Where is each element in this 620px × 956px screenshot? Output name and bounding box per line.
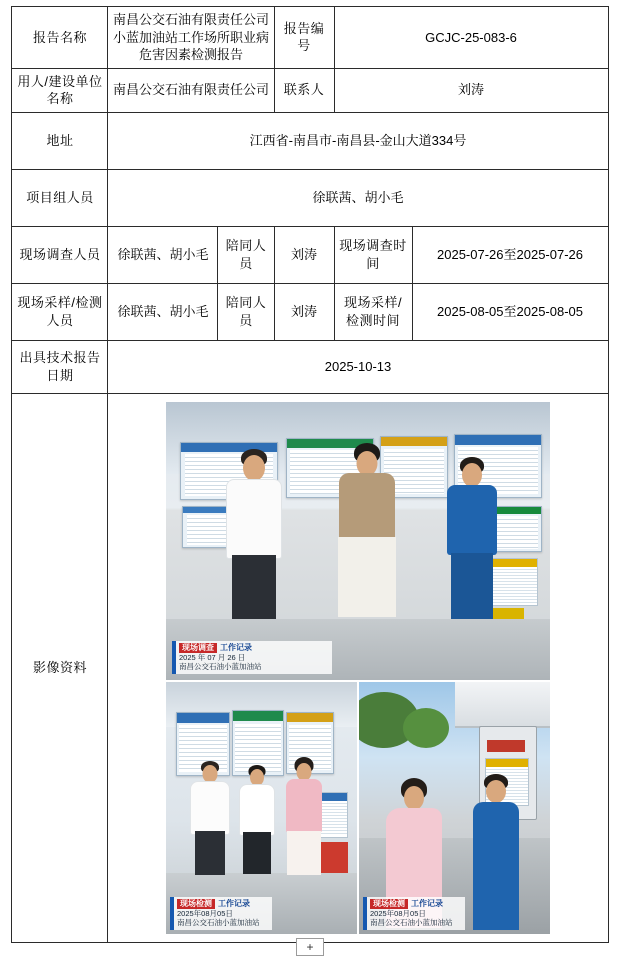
photo-place-bl: 南昌公交石油小蓝加油站 [177,918,260,928]
media-label: 影像资料 [12,393,108,942]
contact-label: 联系人 [274,68,334,112]
address-label: 地址 [12,112,108,169]
document-page [0,6,620,956]
table-row [12,68,608,112]
sampling-staff-value: 徐联茜、胡小毛 [108,283,218,340]
contact-value: 刘涛 [334,68,608,112]
sampling-time-label: 现场采样/检测时间 [334,283,412,340]
zoom-in-button[interactable]: + [296,938,324,956]
team-label: 项目组人员 [12,169,108,226]
survey-accompany-value: 刘涛 [274,226,334,283]
photo-badge-br: 现场检测 [370,899,408,909]
survey-time-value: 2025-07-26至2025-07-26 [412,226,608,283]
team-value: 徐联茜、胡小毛 [108,169,608,226]
report-info-table [11,6,608,943]
sampling-accompany-value: 刘涛 [274,283,334,340]
photo-place-top: 南昌公交石油小蓝加油站 [179,662,262,672]
media-cell [108,393,608,942]
photo-badge-sub-top: 工作记录 [220,642,252,652]
table-row [12,226,608,283]
photo-detection-group [166,682,357,934]
photo-row [166,682,550,934]
photo-date-bl: 2025年08月05日 [177,908,233,918]
photo-date-br: 2025年08月05日 [370,908,426,918]
photo-site-survey-group [166,402,550,680]
sampling-staff-label: 现场采样/检测人员 [12,283,108,340]
report-no-value: GCJC-25-083-6 [334,7,608,69]
table-row [12,112,608,169]
sampling-accompany-label: 陪同人员 [218,283,274,340]
zoom-toolbar [0,938,620,956]
photo-date-top: 2025 年 07 月 26 日 [179,652,246,662]
report-name-label: 报告名称 [12,7,108,69]
table-row [12,283,608,340]
employer-value: 南昌公交石油有限责任公司 [108,68,274,112]
survey-staff-label: 现场调查人员 [12,226,108,283]
survey-staff-value: 徐联茜、胡小毛 [108,226,218,283]
table-row [12,393,608,942]
photo-caption-top [172,641,332,674]
employer-label: 用人/建设单位名称 [12,68,108,112]
issue-date-value: 2025-10-13 [108,340,608,393]
sampling-time-value: 2025-08-05至2025-08-05 [412,283,608,340]
photo-badge-top: 现场调查 [179,643,217,653]
photo-badge-sub-bl: 工作记录 [218,898,250,908]
survey-time-label: 现场调查时间 [334,226,412,283]
address-value: 江西省-南昌市-南昌县-金山大道334号 [108,112,608,169]
media-photos [111,398,604,938]
photo-badge-bl: 现场检测 [177,899,215,909]
report-name-value: 南昌公交石油有限责任公司小蓝加油站工作场所职业病危害因素检测报告 [108,7,274,69]
photo-caption-bottom-right [363,897,465,930]
issue-date-label: 出具技术报告日期 [12,340,108,393]
report-no-label: 报告编号 [274,7,334,69]
photo-sampling-group [359,682,550,934]
table-row [12,169,608,226]
table-row [12,7,608,69]
photo-badge-sub-br: 工作记录 [411,898,443,908]
photo-caption-bottom-left [170,897,272,930]
survey-accompany-label: 陪同人员 [218,226,274,283]
table-row [12,340,608,393]
photo-place-br: 南昌公交石油小蓝加油站 [370,918,453,928]
